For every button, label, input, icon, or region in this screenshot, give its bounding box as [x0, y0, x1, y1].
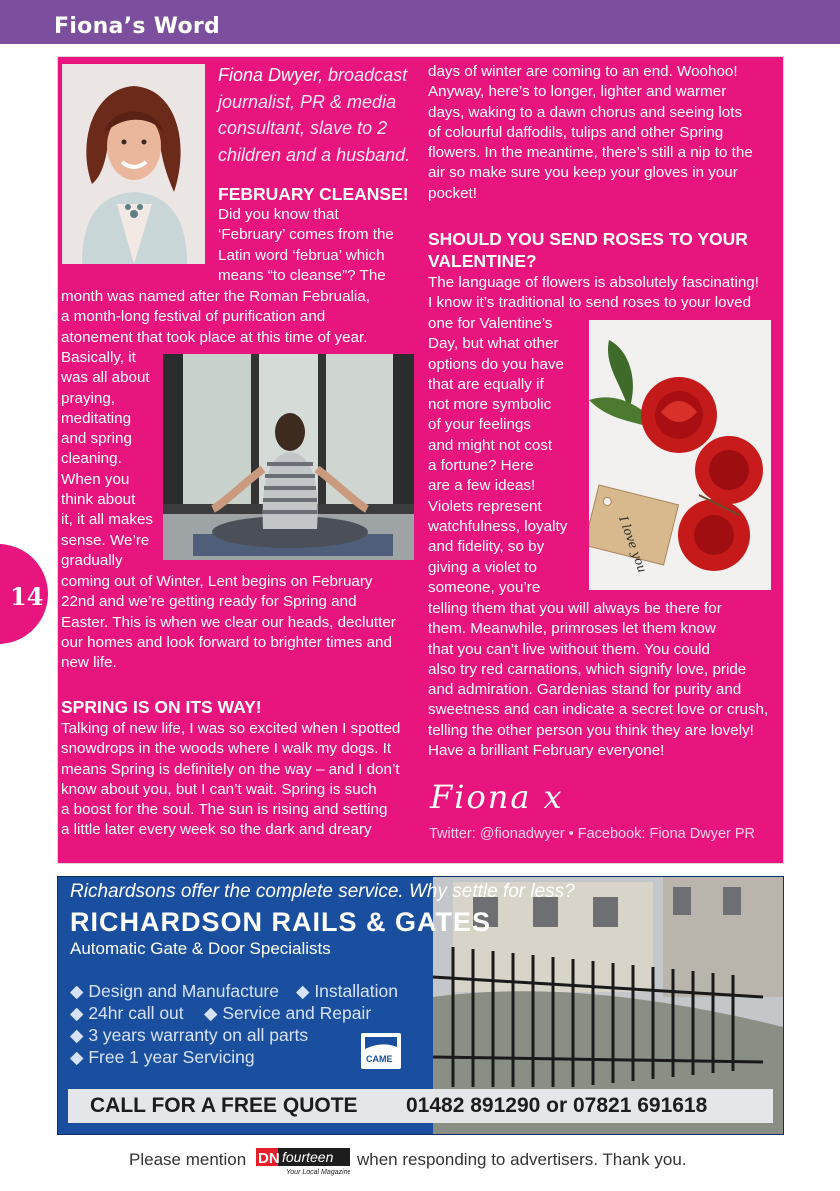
author-name: Fiona Dwyer, — [218, 65, 324, 85]
paragraph-lent: coming out of Winter, Lent begins on February 22nd and we’re getting ready for Spring and Easter. This is when we clear our heads, declutter our homes and look forward to brighter times and new life. — [61, 573, 396, 672]
phone-numbers: 01482 891290 or 07821 691618 — [406, 1094, 708, 1117]
author-intro: Fiona Dwyer, broadcast journalist, PR & media consultant, slave to 2 children and a husband. — [218, 65, 411, 165]
footer-text-after: when responding to advertisers. Thank you. — [357, 1150, 687, 1169]
paragraph-primroses: telling them that you will always be there for them. Meanwhile, primroses let them know that you can’t live without them. You could also try red carnations, which signify love, pride and admiration. Gardenias stand for purity and sweetness and can indicate a secret love or crush, telling the other person you think they are lovely! Have a brilliant February everyone! — [428, 600, 769, 760]
footer-text-before: Please mention — [129, 1150, 247, 1169]
ad-tagline: Richardsons offer the complete service. Why settle for less? — [70, 881, 575, 902]
richardson-advert[interactable] — [57, 876, 784, 1135]
heading-february-cleanse: FEBRUARY CLEANSE! — [218, 184, 409, 204]
ad-bullet: ◆ Free 1 year Servicing — [70, 1047, 255, 1067]
paragraph-valentine: one for Valentine’s Day, but what other options do you have that are equally if not more symbolic of your feelings and might not cost a fortune? Here are a few ideas! Violets represent watchfulness, loyalty and fidelity, so by giving a violet to someone, you’re — [428, 315, 568, 596]
ad-subtitle: Automatic Gate & Door Specialists — [70, 939, 331, 958]
quote-call-to-action: CALL FOR A FREE QUOTE — [90, 1094, 358, 1117]
author-signature: Fiona x — [430, 778, 564, 816]
author-portrait-photo — [62, 64, 205, 264]
heading-spring: SPRING IS ON ITS WAY! — [61, 697, 262, 717]
paragraph-flowers: The language of flowers is absolutely fascinating! I know it’s traditional to send roses to your loved — [428, 274, 759, 312]
gift-tag-text: I love you — [616, 514, 650, 575]
ad-bullet: ◆ Installation — [296, 981, 398, 1001]
ad-bullet: ◆ Service and Repair — [204, 1003, 372, 1023]
svg-text:fourteen: fourteen — [282, 1149, 334, 1165]
paragraph-spring: Talking of new life, I was so excited when I spotted snowdrops in the woods where I walk my dogs. It means Spring is definitely on the way – and I don’t know about you, but I can’t wait. Spring is such a boost for the soul. The sun is rising and setting a little later every week so the dark and dreary — [61, 720, 401, 839]
came-logo: CAME — [361, 1033, 401, 1069]
ad-company-name: RICHARDSON RAILS & GATES — [70, 907, 492, 937]
yoga-meditation-photo — [163, 354, 414, 560]
paragraph-februalia: month was named after the Roman Februalia, a month-long festival of purification and atonement that took place at this time of year. — [61, 288, 370, 346]
svg-text:DN: DN — [258, 1150, 280, 1167]
svg-text:Your Local Magazine: Your Local Magazine — [286, 1169, 350, 1176]
paragraph-basically: Basically, it was all about praying, meditating and spring cleaning. When you think about it, it all makes sense. We’re gradually — [61, 349, 153, 569]
ad-bullet: ◆ 24hr call out — [70, 1003, 184, 1023]
column-title: Fiona’s Word — [54, 14, 221, 39]
social-links: Twitter: @fionadwyer • Facebook: Fiona Dwyer PR — [429, 826, 756, 842]
dn-fourteen-logo — [256, 1146, 350, 1176]
red-roses-photo — [589, 320, 771, 590]
ad-bullet: ◆ 3 years warranty on all parts — [70, 1025, 309, 1045]
ad-bullet: ◆ Design and Manufacture — [70, 981, 279, 1001]
page-number: 14 — [10, 582, 44, 611]
quote-bar — [68, 1089, 773, 1123]
heading-roses: SHOULD YOU SEND ROSES TO YOUR VALENTINE? — [428, 229, 748, 271]
paragraph-winter-end: days of winter are coming to an end. Woohoo! Anyway, here’s to longer, lighter and warmer days, waking to a dawn chorus and seeing lots of colourful daffodils, tulips and other Spring flowers. In the meantime, there’s still a nip to the air so make sure you keep your gloves in your pocket! — [428, 63, 753, 202]
paragraph-february-intro: Did you know that ‘February’ comes from the Latin word ‘februa’ which means “to cleanse”? The — [218, 206, 394, 284]
